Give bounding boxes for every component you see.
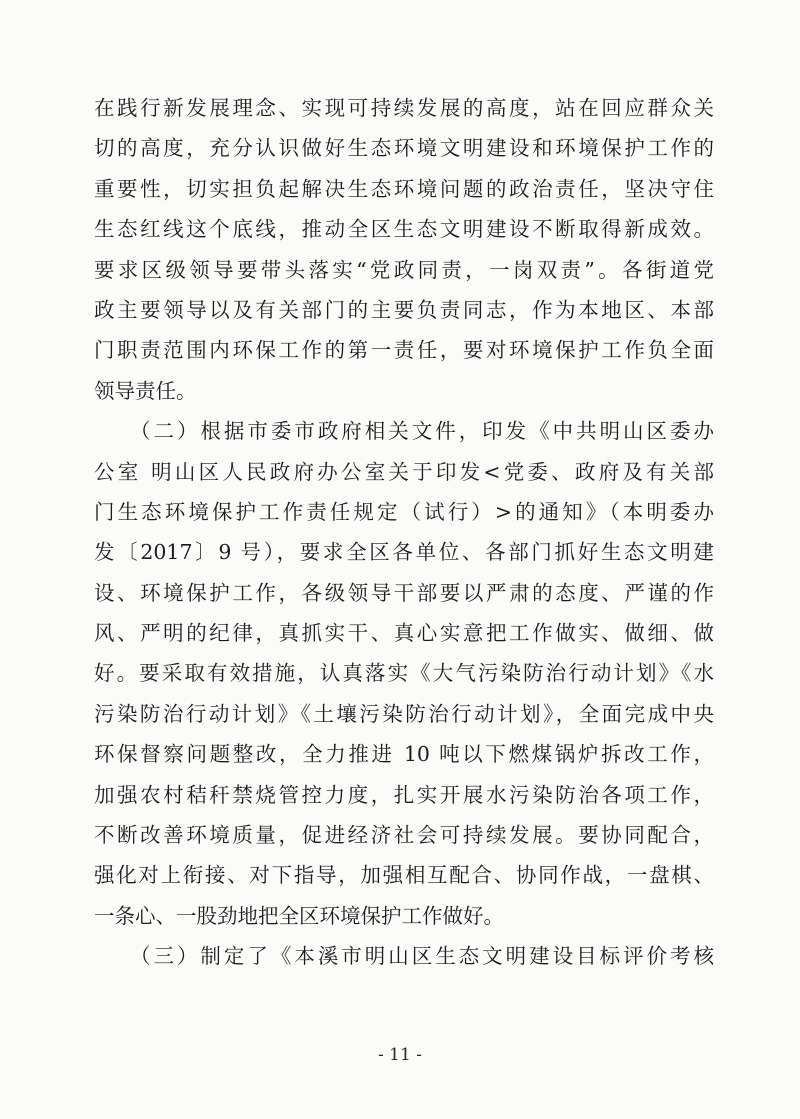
paragraph-3-start: （三）制定了《本溪市明山区生态文明建设目标评价考核 [130,944,714,969]
text-line: 环保督察问题整改，全力推进 10 吨以下燃煤锅炉拆改工作， [94,742,714,767]
text-line: 公室 明山区人民政府办公室关于印发<党委、政府及有关部 [94,459,714,484]
text-line: 在践行新发展理念、实现可持续发展的高度，站在回应群众关 [94,96,714,120]
text-line: 要求区级领导要带头落实“党政同责，一岗双责”。各街道党 [94,257,714,282]
body-text [94,88,714,977]
text-line: 污染防治行动计划》《土壤污染防治行动计划》，全面完成中央 [94,701,714,726]
text-line: 不断改善环境质量，促进经济社会可持续发展。要协同配合， [94,823,714,848]
text-line: 发〔2017〕9 号），要求全区各单位、各部门抓好生态文明建 [94,540,714,565]
page-number: - 11 - [378,1045,422,1065]
text-line: 加强农村秸秆禁烧管控力度，扎实开展水污染防治各项工作， [94,782,714,807]
text-line: 风、严明的纪律，真抓实干、真心实意把工作做实、做细、做 [94,621,714,646]
text-line: 政主要领导以及有关部门的主要负责同志，作为本地区、本部 [94,297,714,322]
text-line: 门职责范围内环保工作的第一责任，要对环境保护工作负全面 [94,338,714,363]
text-line: 强化对上衔接、对下指导，加强相互配合、协同作战，一盘棋、 [94,863,714,888]
text-line: 生态红线这个底线，推动全区生态文明建设不断取得新成效。 [94,217,714,242]
text-line: 设、环境保护工作，各级领导干部要以严肃的态度、严谨的作 [94,580,714,605]
text-line: 门生态环境保护工作责任规定（试行）>的通知》（本明委办 [94,499,714,524]
paragraph-2-start: （二）根据市委市政府相关文件，印发《中共明山区委办 [130,419,714,444]
text-line: 一条心、一股劲地把全区环境保护工作做好。 [94,903,504,928]
text-line: 好。要采取有效措施，认真落实《大气污染防治行动计划》《水 [94,661,714,686]
text-line: 重要性，切实担负起解决生态环境问题的政治责任，坚决守住 [94,176,714,201]
text-line: 领导责任。 [94,378,197,403]
text-line: 切的高度，充分认识做好生态环境文明建设和环境保护工作的 [94,136,714,161]
